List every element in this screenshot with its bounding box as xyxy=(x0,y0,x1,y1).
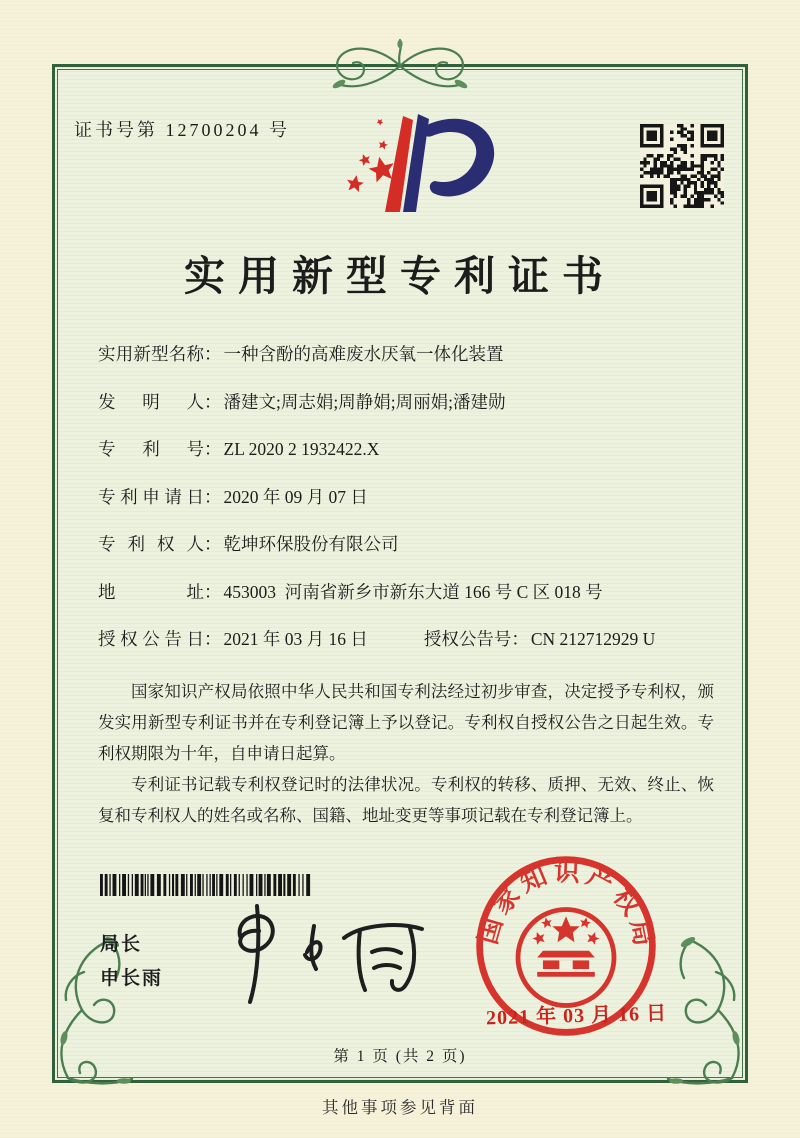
field-value: 453003 河南省新乡市新东大道 166 号 C 区 018 号 xyxy=(223,581,603,602)
colon: ： xyxy=(204,439,222,459)
back-side-note: 其他事项参见背面 xyxy=(322,1098,478,1117)
seal-date: 2021 年 03 月 16 日 xyxy=(485,1002,668,1030)
certificate-fields xyxy=(98,341,740,674)
field-row-grant xyxy=(98,626,740,653)
official-name: 申长雨 xyxy=(100,968,164,989)
top-border-ornament-icon xyxy=(303,36,497,98)
colon: ： xyxy=(204,534,222,554)
page-indicator: 第 1 页 (共 2 页) xyxy=(333,1048,467,1065)
cnipa-logo-icon xyxy=(334,100,516,230)
bottom-right-flourish-icon xyxy=(664,932,776,1090)
field-value: 潘建文;周志娟;周静娟;周丽娟;潘建勋 xyxy=(223,391,506,412)
field-row-filing-date xyxy=(98,484,740,511)
qr-code xyxy=(640,124,724,208)
seal-text: 国家知识产权局 xyxy=(473,857,660,953)
field-label: 发明人 xyxy=(98,391,204,412)
svg-text:国家知识产权局 xyxy=(473,857,659,953)
field-row-patentee xyxy=(98,531,740,558)
colon: ： xyxy=(204,629,222,649)
field-label: 专利申请日 xyxy=(98,486,204,507)
field-label: 授权公告日 xyxy=(98,629,204,649)
grant-date-value: 2021 年 03 月 16 日 xyxy=(223,629,368,649)
field-label: 授权公告号 xyxy=(423,629,512,649)
colon: ： xyxy=(204,391,222,412)
field-row-utility-name xyxy=(98,341,740,368)
field-row-inventors xyxy=(98,389,740,416)
colon: ： xyxy=(204,581,222,602)
field-row-patent-number xyxy=(98,436,740,463)
barcode xyxy=(100,874,312,896)
field-label: 专利号 xyxy=(98,439,204,459)
legal-text xyxy=(98,676,714,831)
national-emblem-icon xyxy=(518,910,614,1006)
field-value: 2020 年 09 月 07 日 xyxy=(223,486,368,507)
field-label: 地址 xyxy=(98,581,204,602)
legal-paragraph-2: 专利证书记载专利权登记时的法律状况。专利权的转移、质押、无效、终止、恢复和专利权人的姓名或名称、国籍、地址变更等事项记载在专利登记簿上。 xyxy=(98,775,714,825)
grant-number-group xyxy=(424,626,655,653)
field-row-address xyxy=(98,579,740,606)
legal-paragraph-1: 国家知识产权局依照中华人民共和国专利法经过初步审查，决定授予专利权，颁发实用新型专利证书并在专利登记簿上予以登记。专利权自授权公告之日起生效。专利权期限为十年，自申请日起算。 xyxy=(98,682,714,763)
field-value: 乾坤环保股份有限公司 xyxy=(223,534,399,554)
grant-number-value: CN 212712929 U xyxy=(530,629,656,649)
colon: ： xyxy=(511,629,529,649)
official-title: 局长 xyxy=(100,934,143,955)
field-label: 实用新型名称 xyxy=(98,344,204,364)
certificate-title: 实用新型专利证书 xyxy=(184,253,616,299)
field-value: ZL 2020 2 1932422.X xyxy=(223,439,380,459)
colon: ： xyxy=(204,344,222,364)
signature xyxy=(212,896,447,1008)
colon: ： xyxy=(204,486,222,507)
official-block xyxy=(100,928,163,996)
certificate-number: 证书号第 12700204 号 xyxy=(74,120,290,140)
field-value: 一种含酚的高难废水厌氧一体化装置 xyxy=(223,344,504,364)
field-label: 专利权人 xyxy=(98,534,204,554)
